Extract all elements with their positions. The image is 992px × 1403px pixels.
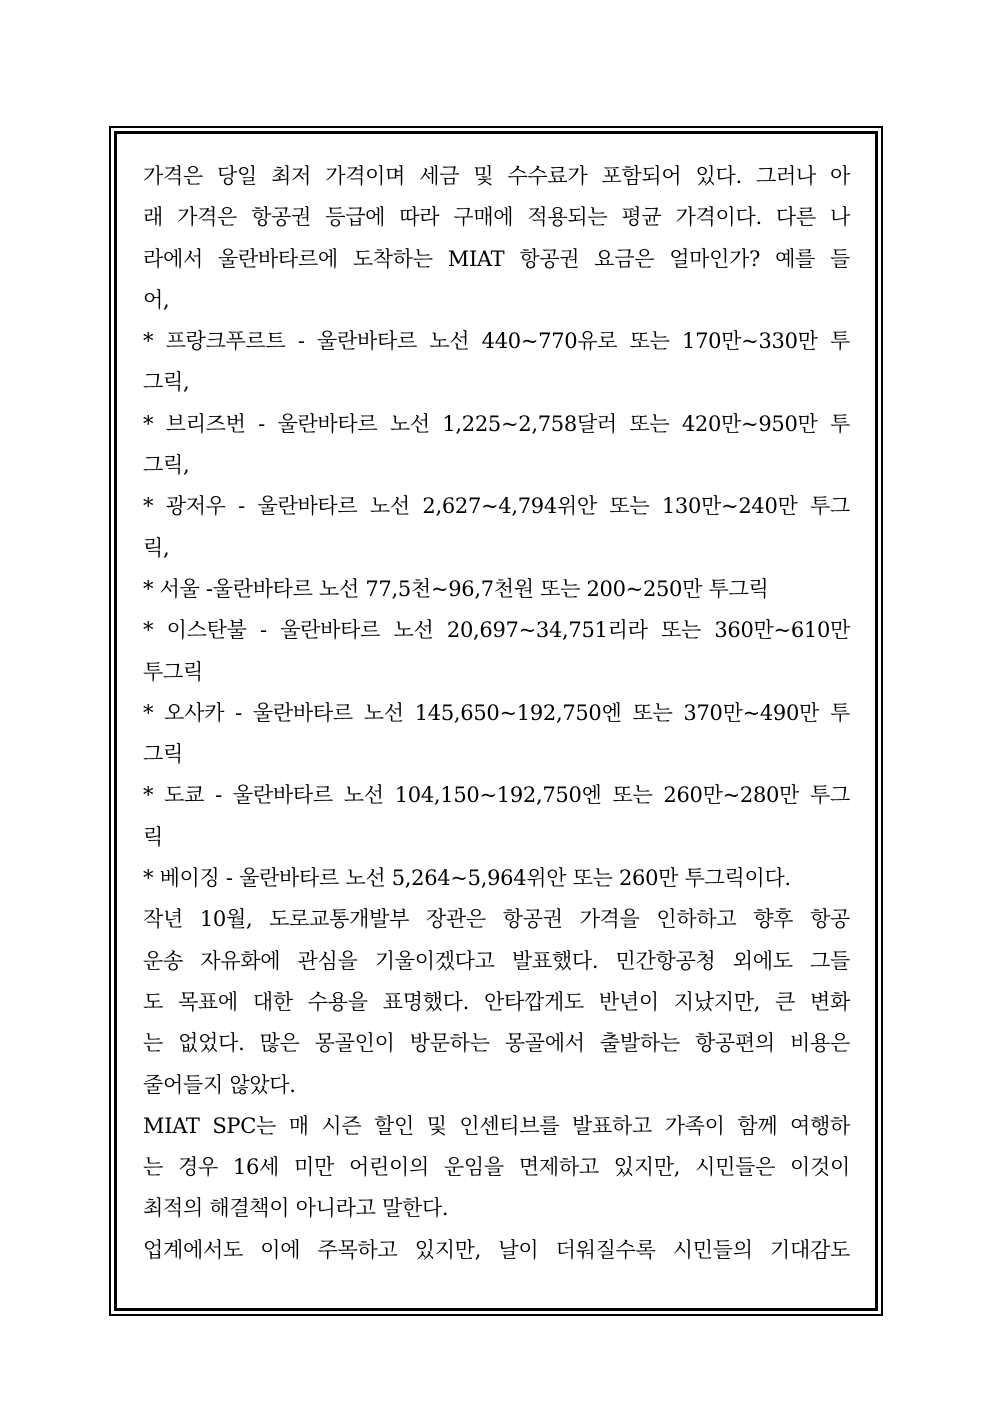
text-line: 가격은 당일 최저 가격이며 세금 및 수수료가 포함되어 있다. 그러나 아 — [143, 164, 850, 188]
text-line: * 오사카 - 울란바타르 노선 145,650~192,750엔 또는 370만~490만 투 — [143, 700, 850, 725]
text-line: 업계에서도 이에 주목하고 있지만, 날이 더워질수록 시민들의 기대감도 — [143, 1237, 850, 1262]
text-line: * 프랑크푸르트 - 울란바타르 노선 440~770유로 또는 170만~330만 투 — [143, 329, 850, 354]
text-line: 릭, — [143, 535, 170, 560]
document-body — [143, 156, 850, 1271]
text-line: 최적의 해결책이 아니라고 말한다. — [143, 1196, 449, 1221]
text-line: 라에서 울란바타르에 도착하는 MIAT 항공권 요금은 얼마인가? 예를 들 — [143, 246, 850, 271]
text-line: 줄어들지 않았다. — [143, 1072, 296, 1097]
text-line: MIAT SPC는 매 시즌 할인 및 인센티브를 발표하고 가족이 함께 여행하 — [143, 1113, 850, 1138]
text-line: 래 가격은 항공권 등급에 따라 구매에 적용되는 평균 가격이다. 다른 나 — [143, 205, 850, 230]
text-line: 그릭, — [143, 453, 190, 478]
text-line: 릭 — [143, 824, 163, 849]
text-line: * 도쿄 - 울란바타르 노선 104,150~192,750엔 또는 260만~280만 투그 — [143, 783, 850, 808]
text-line: 도 목표에 대한 수용을 표명했다. 안타깝게도 반년이 지났지만, 큰 변화 — [143, 989, 850, 1014]
text-line: 투그릭 — [143, 659, 203, 684]
text-line: 는 없었다. 많은 몽골인이 방문하는 몽골에서 출발하는 항공편의 비용은 — [143, 1031, 850, 1056]
text-line: * 광저우 - 울란바타르 노선 2,627~4,794위안 또는 130만~240만 투그 — [143, 494, 850, 519]
text-line: 운송 자유화에 관심을 기울이겠다고 발표했다. 민간항공청 외에도 그들 — [143, 948, 850, 973]
text-line: 그릭, — [143, 370, 190, 395]
text-line: 는 경우 16세 미만 어린이의 운임을 면제하고 있지만, 시민들은 이것이 — [143, 1155, 850, 1180]
text-line: * 베이징 - 울란바타르 노선 5,264~5,964위안 또는 260만 투그릭이다. — [143, 866, 791, 891]
text-line: * 서울 -울란바타르 노선 77,5천~96,7천원 또는 200~250만 투그릭 — [143, 576, 769, 601]
text-line: * 브리즈번 - 울란바타르 노선 1,225~2,758달러 또는 420만~950만 투 — [143, 411, 850, 436]
text-line: 어, — [143, 287, 170, 312]
text-line: 작년 10월, 도로교통개발부 장관은 항공권 가격을 인하하고 향후 항공 — [143, 907, 850, 932]
text-line: * 이스탄불 - 울란바타르 노선 20,697~34,751리라 또는 360만~610만 — [143, 618, 850, 643]
text-line: 그릭 — [143, 742, 183, 767]
